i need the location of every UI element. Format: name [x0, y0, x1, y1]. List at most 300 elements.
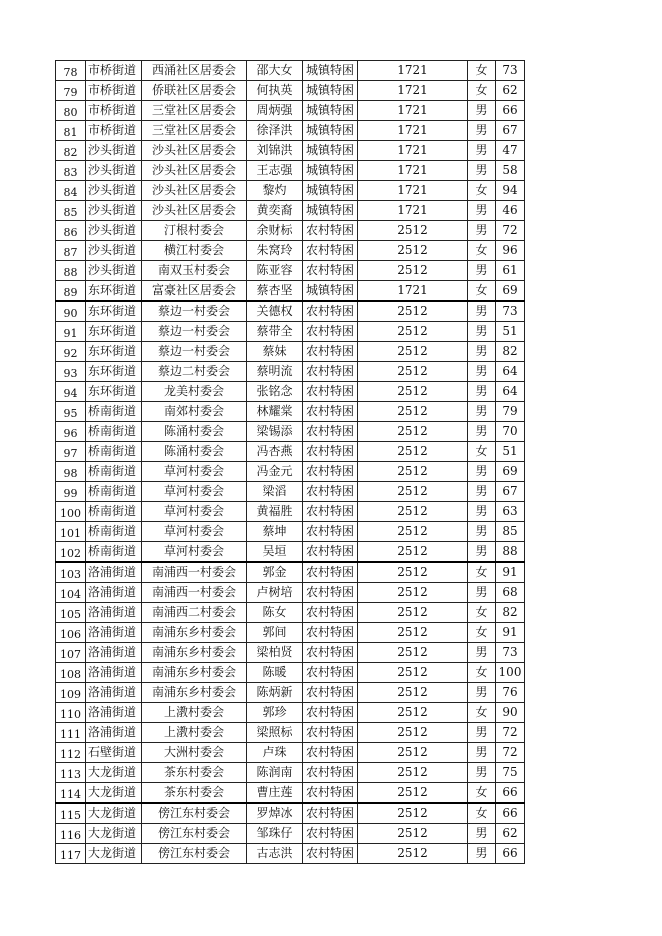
table-row	[56, 201, 525, 221]
relief-type-cell: 农村特困	[303, 301, 358, 322]
community-cell: 南浦东乡村委会	[142, 683, 247, 703]
amount-cell: 1721	[358, 281, 468, 302]
row-number-cell: 81	[56, 121, 86, 141]
community-cell: 三堂社区居委会	[142, 121, 247, 141]
gender-cell: 女	[468, 81, 496, 101]
community-cell: 草河村委会	[142, 522, 247, 542]
age-cell: 67	[496, 121, 525, 141]
table-row	[56, 623, 525, 643]
amount-cell: 2512	[358, 743, 468, 763]
table-row	[56, 562, 525, 583]
person-name-cell: 冯金元	[247, 462, 303, 482]
amount-cell: 2512	[358, 502, 468, 522]
amount-cell: 2512	[358, 844, 468, 864]
table-row	[56, 743, 525, 763]
gender-cell: 女	[468, 241, 496, 261]
amount-cell: 2512	[358, 301, 468, 322]
community-cell: 三堂社区居委会	[142, 101, 247, 121]
row-number-cell: 103	[56, 562, 86, 583]
district-cell: 桥南街道	[86, 542, 142, 563]
community-cell: 南浦西二村委会	[142, 603, 247, 623]
relief-type-cell: 城镇特困	[303, 121, 358, 141]
district-cell: 桥南街道	[86, 422, 142, 442]
gender-cell: 男	[468, 382, 496, 402]
row-number-cell: 113	[56, 763, 86, 783]
amount-cell: 2512	[358, 683, 468, 703]
age-cell: 66	[496, 101, 525, 121]
district-cell: 桥南街道	[86, 402, 142, 422]
person-name-cell: 黄福胜	[247, 502, 303, 522]
table-row	[56, 663, 525, 683]
amount-cell: 2512	[358, 402, 468, 422]
age-cell: 69	[496, 462, 525, 482]
table-row	[56, 121, 525, 141]
row-number-cell: 106	[56, 623, 86, 643]
row-number-cell: 84	[56, 181, 86, 201]
person-name-cell: 郭金	[247, 562, 303, 583]
row-number-cell: 116	[56, 824, 86, 844]
relief-type-cell: 农村特困	[303, 643, 358, 663]
community-cell: 上漖村委会	[142, 723, 247, 743]
age-cell: 73	[496, 643, 525, 663]
table-row	[56, 301, 525, 322]
relief-type-cell: 农村特困	[303, 844, 358, 864]
district-cell: 沙头街道	[86, 261, 142, 281]
gender-cell: 女	[468, 603, 496, 623]
community-cell: 龙美村委会	[142, 382, 247, 402]
age-cell: 63	[496, 502, 525, 522]
district-cell: 桥南街道	[86, 522, 142, 542]
person-name-cell: 蔡杏坚	[247, 281, 303, 302]
person-name-cell: 周炳强	[247, 101, 303, 121]
amount-cell: 1721	[358, 61, 468, 81]
district-cell: 洛浦街道	[86, 683, 142, 703]
gender-cell: 男	[468, 743, 496, 763]
person-name-cell: 邹珠仔	[247, 824, 303, 844]
table-row	[56, 241, 525, 261]
amount-cell: 2512	[358, 803, 468, 824]
person-name-cell: 蔡带全	[247, 322, 303, 342]
community-cell: 傍江东村委会	[142, 824, 247, 844]
age-cell: 58	[496, 161, 525, 181]
table-row	[56, 221, 525, 241]
person-name-cell: 蔡明流	[247, 362, 303, 382]
person-name-cell: 陈女	[247, 603, 303, 623]
gender-cell: 男	[468, 583, 496, 603]
row-number-cell: 87	[56, 241, 86, 261]
person-name-cell: 朱窝玲	[247, 241, 303, 261]
district-cell: 洛浦街道	[86, 663, 142, 683]
relief-type-cell: 农村特困	[303, 783, 358, 804]
age-cell: 62	[496, 824, 525, 844]
age-cell: 82	[496, 603, 525, 623]
row-number-cell: 108	[56, 663, 86, 683]
row-number-cell: 110	[56, 703, 86, 723]
amount-cell: 1721	[358, 201, 468, 221]
relief-type-cell: 农村特困	[303, 824, 358, 844]
person-name-cell: 郭珍	[247, 703, 303, 723]
amount-cell: 2512	[358, 562, 468, 583]
relief-type-cell: 农村特困	[303, 522, 358, 542]
district-cell: 大龙街道	[86, 844, 142, 864]
table-row	[56, 141, 525, 161]
age-cell: 51	[496, 322, 525, 342]
table-row	[56, 482, 525, 502]
row-number-cell: 109	[56, 683, 86, 703]
relief-type-cell: 农村特困	[303, 542, 358, 563]
community-cell: 草河村委会	[142, 462, 247, 482]
community-cell: 蔡边一村委会	[142, 301, 247, 322]
district-cell: 沙头街道	[86, 141, 142, 161]
community-cell: 西涌社区居委会	[142, 61, 247, 81]
relief-type-cell: 城镇特困	[303, 201, 358, 221]
gender-cell: 男	[468, 844, 496, 864]
gender-cell: 男	[468, 301, 496, 322]
district-cell: 市桥街道	[86, 81, 142, 101]
amount-cell: 2512	[358, 824, 468, 844]
amount-cell: 1721	[358, 141, 468, 161]
row-number-cell: 111	[56, 723, 86, 743]
age-cell: 47	[496, 141, 525, 161]
person-name-cell: 古志洪	[247, 844, 303, 864]
amount-cell: 2512	[358, 763, 468, 783]
community-cell: 横江村委会	[142, 241, 247, 261]
district-cell: 桥南街道	[86, 482, 142, 502]
table-row	[56, 542, 525, 563]
age-cell: 72	[496, 723, 525, 743]
community-cell: 南浦西一村委会	[142, 562, 247, 583]
community-cell: 南郊村委会	[142, 402, 247, 422]
age-cell: 72	[496, 743, 525, 763]
gender-cell: 男	[468, 422, 496, 442]
community-cell: 蔡边二村委会	[142, 362, 247, 382]
person-name-cell: 梁照标	[247, 723, 303, 743]
person-name-cell: 冯杏燕	[247, 442, 303, 462]
age-cell: 68	[496, 583, 525, 603]
gender-cell: 男	[468, 221, 496, 241]
age-cell: 66	[496, 844, 525, 864]
row-number-cell: 94	[56, 382, 86, 402]
row-number-cell: 83	[56, 161, 86, 181]
amount-cell: 1721	[358, 81, 468, 101]
gender-cell: 女	[468, 803, 496, 824]
row-number-cell: 97	[56, 442, 86, 462]
gender-cell: 男	[468, 542, 496, 563]
table-row	[56, 522, 525, 542]
community-cell: 南浦东乡村委会	[142, 663, 247, 683]
table-row	[56, 81, 525, 101]
row-number-cell: 79	[56, 81, 86, 101]
row-number-cell: 91	[56, 322, 86, 342]
community-cell: 富豪社区居委会	[142, 281, 247, 302]
person-name-cell: 卢树培	[247, 583, 303, 603]
district-cell: 大龙街道	[86, 803, 142, 824]
relief-type-cell: 农村特困	[303, 482, 358, 502]
gender-cell: 女	[468, 61, 496, 81]
relief-type-cell: 城镇特困	[303, 181, 358, 201]
amount-cell: 2512	[358, 703, 468, 723]
gender-cell: 男	[468, 101, 496, 121]
person-name-cell: 陈亚容	[247, 261, 303, 281]
row-number-cell: 89	[56, 281, 86, 302]
relief-type-cell: 城镇特困	[303, 81, 358, 101]
table-row	[56, 322, 525, 342]
relief-type-cell: 农村特困	[303, 442, 358, 462]
gender-cell: 男	[468, 362, 496, 382]
relief-type-cell: 农村特困	[303, 723, 358, 743]
age-cell: 69	[496, 281, 525, 302]
table-row	[56, 603, 525, 623]
age-cell: 64	[496, 362, 525, 382]
table-body	[56, 61, 525, 864]
community-cell: 南浦东乡村委会	[142, 643, 247, 663]
district-cell: 沙头街道	[86, 201, 142, 221]
amount-cell: 2512	[358, 723, 468, 743]
amount-cell: 2512	[358, 442, 468, 462]
table-row	[56, 763, 525, 783]
age-cell: 66	[496, 803, 525, 824]
gender-cell: 女	[468, 703, 496, 723]
age-cell: 91	[496, 562, 525, 583]
relief-type-cell: 农村特困	[303, 241, 358, 261]
table-row	[56, 422, 525, 442]
person-name-cell: 蔡坤	[247, 522, 303, 542]
person-name-cell: 邵大女	[247, 61, 303, 81]
district-cell: 石壁街道	[86, 743, 142, 763]
table-row	[56, 161, 525, 181]
person-name-cell: 徐泽洪	[247, 121, 303, 141]
row-number-cell: 82	[56, 141, 86, 161]
age-cell: 70	[496, 422, 525, 442]
district-cell: 东环街道	[86, 322, 142, 342]
person-name-cell: 曹庄莲	[247, 783, 303, 804]
amount-cell: 2512	[358, 482, 468, 502]
gender-cell: 女	[468, 281, 496, 302]
community-cell: 侨联社区居委会	[142, 81, 247, 101]
community-cell: 陈涌村委会	[142, 422, 247, 442]
row-number-cell: 80	[56, 101, 86, 121]
relief-type-cell: 农村特困	[303, 502, 358, 522]
age-cell: 67	[496, 482, 525, 502]
person-name-cell: 梁滔	[247, 482, 303, 502]
community-cell: 沙头社区居委会	[142, 201, 247, 221]
person-name-cell: 罗焯冰	[247, 803, 303, 824]
amount-cell: 1721	[358, 181, 468, 201]
community-cell: 沙头社区居委会	[142, 141, 247, 161]
age-cell: 73	[496, 301, 525, 322]
gender-cell: 女	[468, 442, 496, 462]
district-cell: 桥南街道	[86, 442, 142, 462]
community-cell: 傍江东村委会	[142, 803, 247, 824]
table-row	[56, 342, 525, 362]
amount-cell: 2512	[358, 322, 468, 342]
age-cell: 88	[496, 542, 525, 563]
district-cell: 市桥街道	[86, 61, 142, 81]
gender-cell: 男	[468, 402, 496, 422]
community-cell: 草河村委会	[142, 502, 247, 522]
row-number-cell: 90	[56, 301, 86, 322]
gender-cell: 男	[468, 824, 496, 844]
table-row	[56, 261, 525, 281]
row-number-cell: 100	[56, 502, 86, 522]
amount-cell: 2512	[358, 522, 468, 542]
table-row	[56, 281, 525, 302]
district-cell: 桥南街道	[86, 462, 142, 482]
age-cell: 90	[496, 703, 525, 723]
person-name-cell: 梁柏贤	[247, 643, 303, 663]
gender-cell: 女	[468, 663, 496, 683]
relief-type-cell: 农村特困	[303, 743, 358, 763]
district-cell: 市桥街道	[86, 101, 142, 121]
table-row	[56, 783, 525, 804]
district-cell: 市桥街道	[86, 121, 142, 141]
age-cell: 79	[496, 402, 525, 422]
district-cell: 沙头街道	[86, 161, 142, 181]
relief-type-cell: 农村特困	[303, 462, 358, 482]
age-cell: 75	[496, 763, 525, 783]
age-cell: 82	[496, 342, 525, 362]
amount-cell: 2512	[358, 663, 468, 683]
age-cell: 66	[496, 783, 525, 804]
gender-cell: 男	[468, 342, 496, 362]
age-cell: 46	[496, 201, 525, 221]
gender-cell: 女	[468, 181, 496, 201]
row-number-cell: 102	[56, 542, 86, 563]
gender-cell: 男	[468, 502, 496, 522]
person-name-cell: 卢珠	[247, 743, 303, 763]
relief-type-cell: 农村特困	[303, 583, 358, 603]
community-cell: 沙头社区居委会	[142, 181, 247, 201]
community-cell: 草河村委会	[142, 482, 247, 502]
person-name-cell: 蔡妹	[247, 342, 303, 362]
amount-cell: 2512	[358, 583, 468, 603]
gender-cell: 男	[468, 322, 496, 342]
person-name-cell: 张铭念	[247, 382, 303, 402]
row-number-cell: 95	[56, 402, 86, 422]
community-cell: 大洲村委会	[142, 743, 247, 763]
gender-cell: 男	[468, 763, 496, 783]
amount-cell: 2512	[358, 362, 468, 382]
community-cell: 蔡边一村委会	[142, 342, 247, 362]
district-cell: 沙头街道	[86, 241, 142, 261]
row-number-cell: 105	[56, 603, 86, 623]
amount-cell: 1721	[358, 161, 468, 181]
district-cell: 大龙街道	[86, 824, 142, 844]
amount-cell: 2512	[358, 221, 468, 241]
relief-type-cell: 农村特困	[303, 362, 358, 382]
amount-cell: 2512	[358, 542, 468, 563]
table-row	[56, 723, 525, 743]
district-cell: 东环街道	[86, 342, 142, 362]
row-number-cell: 88	[56, 261, 86, 281]
amount-cell: 2512	[358, 783, 468, 804]
community-cell: 沙头社区居委会	[142, 161, 247, 181]
district-cell: 洛浦街道	[86, 703, 142, 723]
row-number-cell: 114	[56, 783, 86, 804]
row-number-cell: 104	[56, 583, 86, 603]
community-cell: 陈涌村委会	[142, 442, 247, 462]
relief-type-cell: 农村特困	[303, 221, 358, 241]
relief-type-cell: 农村特困	[303, 402, 358, 422]
district-cell: 东环街道	[86, 362, 142, 382]
person-name-cell: 梁锡添	[247, 422, 303, 442]
table-row	[56, 101, 525, 121]
row-number-cell: 85	[56, 201, 86, 221]
amount-cell: 2512	[358, 462, 468, 482]
community-cell: 茶东村委会	[142, 783, 247, 804]
district-cell: 东环街道	[86, 301, 142, 322]
relief-type-cell: 农村特困	[303, 422, 358, 442]
person-name-cell: 王志强	[247, 161, 303, 181]
table-row	[56, 643, 525, 663]
gender-cell: 男	[468, 643, 496, 663]
community-cell: 汀根村委会	[142, 221, 247, 241]
row-number-cell: 86	[56, 221, 86, 241]
relief-type-cell: 城镇特困	[303, 101, 358, 121]
person-name-cell: 吴垣	[247, 542, 303, 563]
table-row	[56, 61, 525, 81]
gender-cell: 男	[468, 462, 496, 482]
amount-cell: 2512	[358, 241, 468, 261]
relief-type-cell: 农村特困	[303, 683, 358, 703]
gender-cell: 男	[468, 522, 496, 542]
table-row	[56, 362, 525, 382]
community-cell: 上漖村委会	[142, 703, 247, 723]
amount-cell: 2512	[358, 643, 468, 663]
relief-type-cell: 农村特困	[303, 663, 358, 683]
person-name-cell: 陈润南	[247, 763, 303, 783]
table-row	[56, 442, 525, 462]
relief-type-cell: 农村特困	[303, 803, 358, 824]
table-row	[56, 844, 525, 864]
table-row	[56, 583, 525, 603]
row-number-cell: 101	[56, 522, 86, 542]
community-cell: 茶东村委会	[142, 763, 247, 783]
age-cell: 94	[496, 181, 525, 201]
gender-cell: 女	[468, 783, 496, 804]
district-cell: 洛浦街道	[86, 723, 142, 743]
relief-type-cell: 农村特困	[303, 342, 358, 362]
relief-type-cell: 城镇特困	[303, 61, 358, 81]
table-row	[56, 181, 525, 201]
row-number-cell: 78	[56, 61, 86, 81]
district-cell: 东环街道	[86, 382, 142, 402]
row-number-cell: 93	[56, 362, 86, 382]
district-cell: 大龙街道	[86, 763, 142, 783]
row-number-cell: 107	[56, 643, 86, 663]
row-number-cell: 98	[56, 462, 86, 482]
person-name-cell: 刘锦洪	[247, 141, 303, 161]
community-cell: 南双玉村委会	[142, 261, 247, 281]
age-cell: 91	[496, 623, 525, 643]
gender-cell: 男	[468, 261, 496, 281]
person-name-cell: 郭间	[247, 623, 303, 643]
amount-cell: 2512	[358, 623, 468, 643]
gender-cell: 男	[468, 121, 496, 141]
gender-cell: 男	[468, 723, 496, 743]
community-cell: 傍江东村委会	[142, 844, 247, 864]
district-cell: 洛浦街道	[86, 583, 142, 603]
community-cell: 南浦西一村委会	[142, 583, 247, 603]
district-cell: 东环街道	[86, 281, 142, 302]
age-cell: 96	[496, 241, 525, 261]
amount-cell: 1721	[358, 101, 468, 121]
relief-type-cell: 农村特困	[303, 763, 358, 783]
row-number-cell: 92	[56, 342, 86, 362]
relief-recipients-table	[55, 60, 525, 864]
relief-type-cell: 农村特困	[303, 703, 358, 723]
person-name-cell: 黎灼	[247, 181, 303, 201]
